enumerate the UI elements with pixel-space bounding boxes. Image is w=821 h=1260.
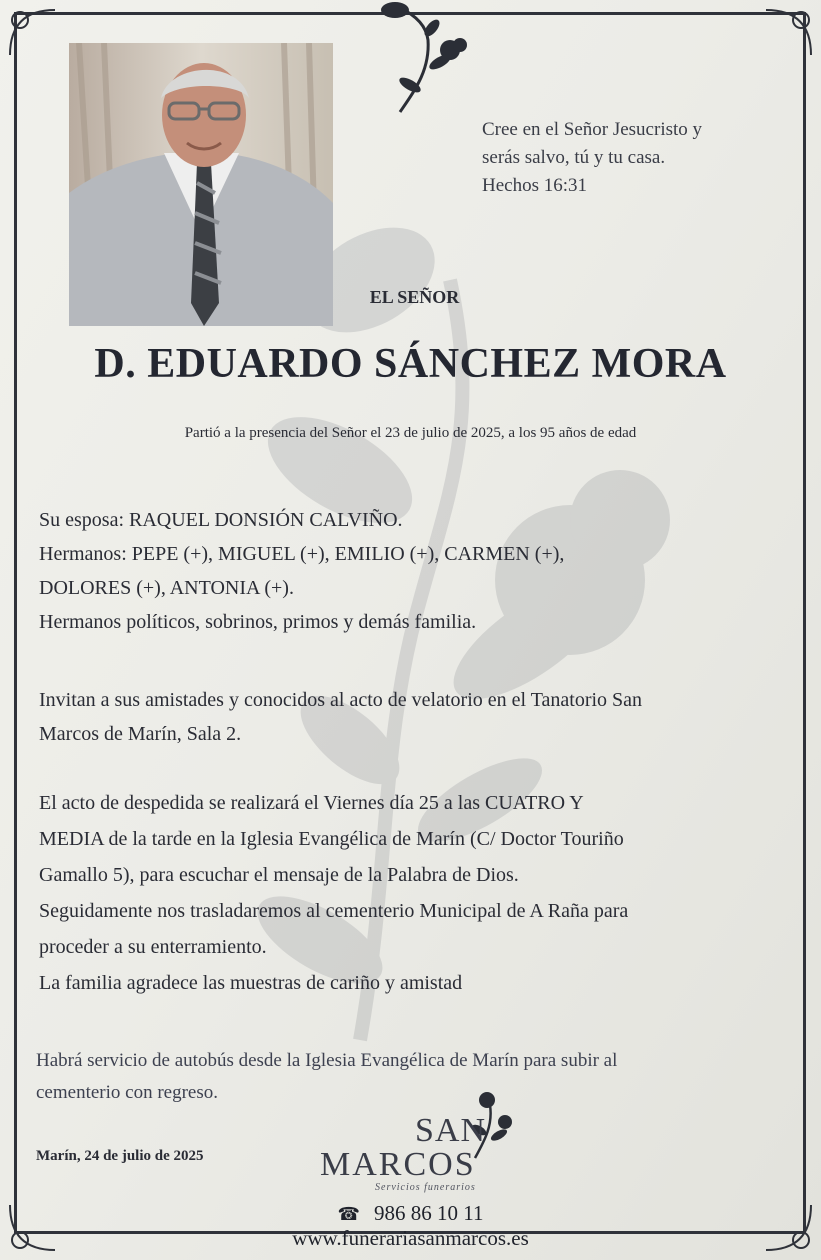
ceremony-details [39, 785, 799, 1001]
deceased-name: D. EDUARDO SÁNCHEZ MORA [94, 341, 727, 387]
family-line: DOLORES (+), ANTONIA (+). [39, 577, 294, 599]
honorific-title: EL SEÑOR [369, 287, 460, 307]
family-line: Su esposa: RAQUEL DONSIÓN CALVIÑO. [39, 509, 403, 531]
bible-verse [482, 116, 782, 200]
verse-line: serás salvo, tú y tu casa. [482, 147, 666, 168]
phone-number: 986 86 10 11 [373, 1201, 484, 1225]
ceremony-line: La familia agradece las muestras de cariño y amistad [39, 972, 463, 994]
logo-word-san: SAN [415, 1112, 487, 1149]
contact-website: www.funerariasanmarcos.es [292, 1226, 529, 1250]
logo-tagline: Servicios funerarios [375, 1182, 476, 1193]
contact-phone [0, 1201, 821, 1226]
funeral-home-logo [315, 1090, 535, 1200]
bus-line: Habrá servicio de autobús desde la Iglesia Evangélica de Marín para subir al [36, 1050, 618, 1071]
flower-ornament-icon [370, 0, 480, 120]
corner-ornament-icon [761, 0, 821, 60]
ceremony-line: Gamallo 5), para escuchar el mensaje de la Palabra de Dios. [39, 864, 519, 886]
verse-line: Cree en el Señor Jesucristo y [482, 119, 703, 140]
portrait-photo [69, 43, 333, 326]
invitation-line: Invitan a sus amistades y conocidos al acto de velatorio en el Tanatorio San [39, 689, 643, 711]
phone-icon: ☎ [337, 1204, 360, 1224]
wake-invitation [39, 683, 799, 751]
family-section [39, 503, 799, 639]
verse-reference: Hechos 16:31 [482, 175, 588, 196]
corner-ornament-icon [0, 0, 60, 60]
family-line: Hermanos: PEPE (+), MIGUEL (+), EMILIO (+), CARMEN (+), [39, 543, 565, 565]
ceremony-line: proceder a su enterramiento. [39, 936, 267, 958]
ceremony-line: El acto de despedida se realizará el Viernes día 25 a las CUATRO Y [39, 792, 584, 814]
ceremony-line: MEDIA de la tarde en la Iglesia Evangélica de Marín (C/ Doctor Touriño [39, 828, 624, 850]
place-and-date: Marín, 24 de julio de 2025 [36, 1148, 204, 1164]
logo-word-marcos: MARCOS [320, 1146, 476, 1183]
departure-statement: Partió a la presencia del Señor el 23 de julio de 2025, a los 95 años de edad [184, 425, 637, 441]
family-line: Hermanos políticos, sobrinos, primos y demás familia. [39, 611, 477, 633]
bus-line: cementerio con regreso. [36, 1082, 218, 1103]
invitation-line: Marcos de Marín, Sala 2. [39, 723, 242, 745]
ceremony-line: Seguidamente nos trasladaremos al cementerio Municipal de A Raña para [39, 900, 629, 922]
